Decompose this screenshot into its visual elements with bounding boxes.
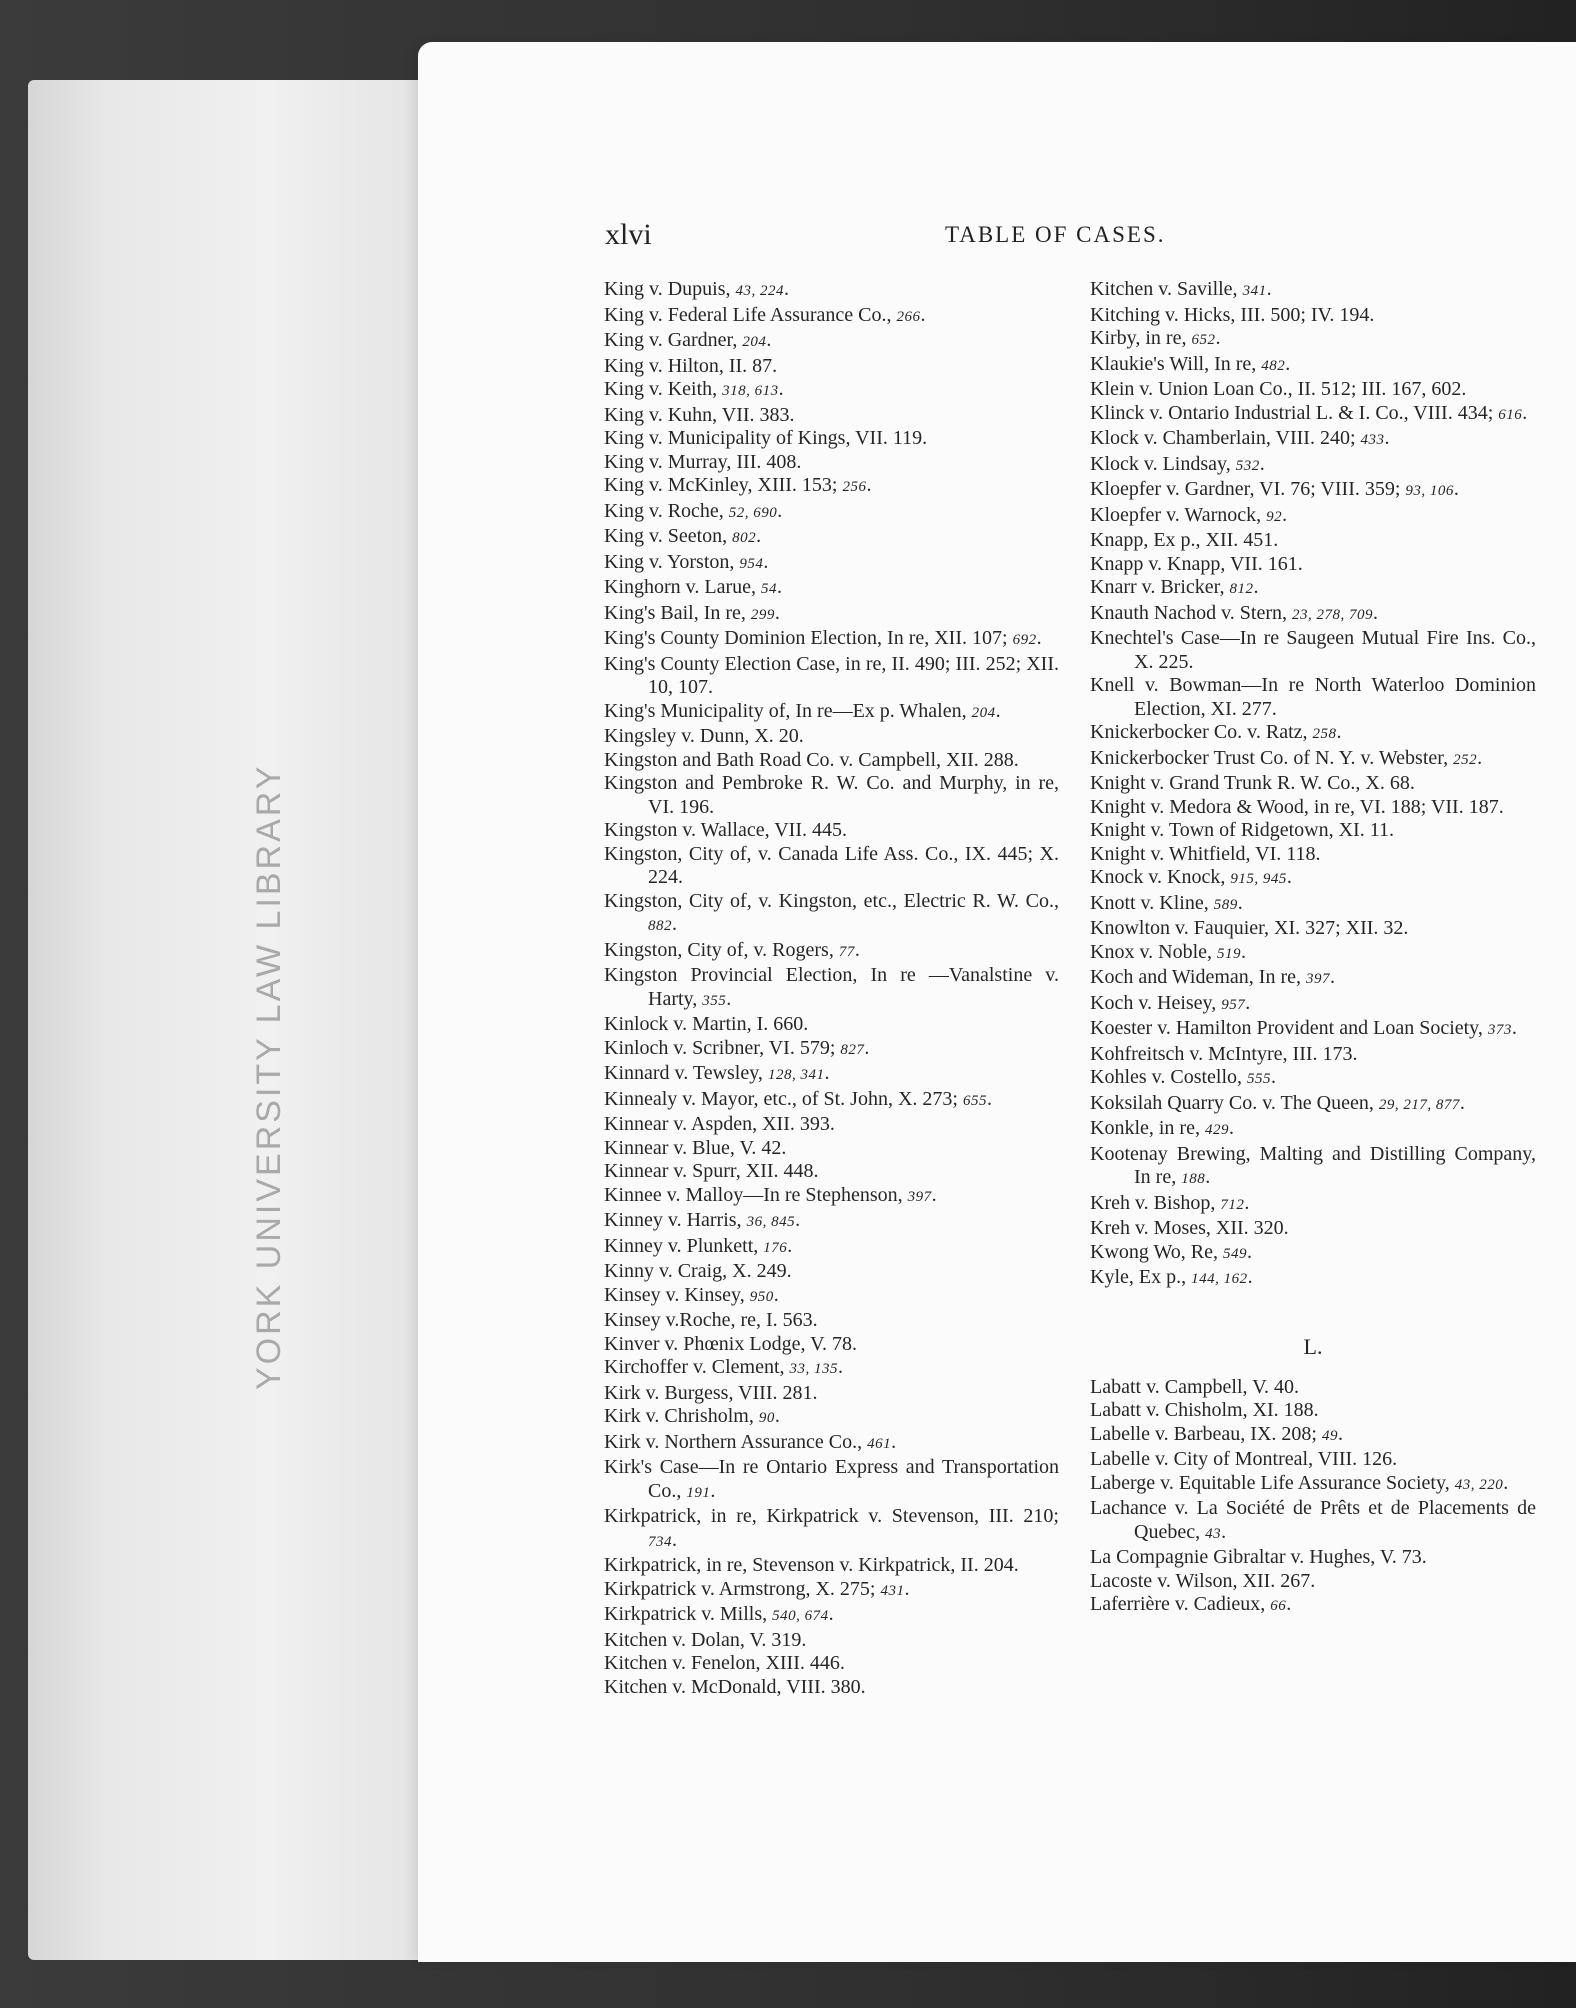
case-entry: Kirk v. Burgess, VIII. 281.: [604, 1381, 818, 1404]
section-letter: L.: [1303, 1333, 1323, 1359]
case-entry: Knowlton v. Fauquier, XI. 327; XII. 32.: [1090, 917, 1409, 939]
case-entry: Kitchen v. Fenelon, XIII. 446.: [604, 1652, 845, 1674]
case-entry: Kloepfer v. Warnock, 92.: [1090, 503, 1288, 526]
case-entry: Kirk v. Northern Assurance Co., 461.: [604, 1430, 897, 1453]
case-entry: Kirkpatrick, in re, Kirkpatrick v. Stevenson, III. 210; 734.: [604, 1505, 1059, 1551]
case-entry: King v. Dupuis, 43, 224.: [604, 278, 789, 300]
case-entry: Lachance v. La Société de Prêts et de Placements de Quebec, 43.: [1090, 1497, 1536, 1543]
right-column-k-entries: [1090, 278, 1536, 1292]
case-entry: Kinnear v. Spurr, XII. 448.: [604, 1160, 819, 1182]
case-entry: Kingston, City of, v. Canada Life Ass. Co., IX. 445; X. 224.: [604, 842, 1059, 888]
case-entry: King v. Keith, 318, 613.: [604, 378, 784, 400]
case-entry: King's County Election Case, in re, II. 490; III. 252; XII. 10, 107.: [604, 652, 1059, 698]
case-entry: Kingston Provincial Election, In re —Vanalstine v. Harty, 355.: [604, 964, 1059, 1010]
case-entry: Knight v. Medora & Wood, in re, VI. 188; VII. 187.: [1090, 795, 1504, 818]
case-entry: Kyle, Ex p., 144, 162.: [1090, 1266, 1253, 1288]
case-entry: Labelle v. Barbeau, IX. 208; 49.: [1090, 1422, 1343, 1445]
case-entry: Knickerbocker Co. v. Ratz, 258.: [1090, 721, 1342, 743]
case-entry: King v. Yorston, 954.: [604, 550, 769, 573]
left-column: [604, 278, 1059, 1699]
case-entry: Knight v. Grand Trunk R. W. Co., X. 68.: [1090, 772, 1415, 794]
case-entry: King's County Dominion Election, In re, XII. 107; 692.: [604, 627, 1042, 649]
case-entry: Labelle v. City of Montreal, VIII. 126.: [1090, 1448, 1398, 1470]
page-header: [605, 218, 1535, 258]
case-entry: Kreh v. Moses, XII. 320.: [1090, 1217, 1289, 1239]
case-entry: Kirkpatrick v. Armstrong, X. 275; 431.: [604, 1577, 910, 1600]
case-entry: King's Bail, In re, 299.: [604, 601, 780, 624]
case-entry: Kloepfer v. Gardner, VI. 76; VIII. 359; 93, 106.: [1090, 478, 1459, 500]
case-entry: Kinsey v.Roche, re, I. 563.: [604, 1309, 818, 1331]
case-entry: Kinnear v. Aspden, XII. 393.: [604, 1113, 835, 1135]
case-entry: Knox v. Noble, 519.: [1090, 940, 1247, 963]
case-entry: Kinver v. Phœnix Lodge, V. 78.: [604, 1332, 857, 1355]
case-entry: Kinnear v. Blue, V. 42.: [604, 1136, 787, 1159]
case-entry: Knarr v. Bricker, 812.: [1090, 576, 1259, 598]
case-entry: Kinnealy v. Mayor, etc., of St. John, X. 273; 655.: [604, 1087, 992, 1110]
case-entry: Kirk v. Chrisholm, 90.: [604, 1405, 780, 1427]
case-entry: Knapp v. Knapp, VII. 161.: [1090, 552, 1303, 575]
case-entry: Laberge v. Equitable Life Assurance Society, 43, 220.: [1090, 1471, 1509, 1494]
case-entry: Kirchoffer v. Clement, 33, 135.: [604, 1356, 843, 1378]
case-entry: Kinnard v. Tewsley, 128, 341.: [604, 1062, 830, 1084]
case-entry: Klock v. Chamberlain, VIII. 240; 433.: [1090, 427, 1390, 449]
case-entry: Knechtel's Case—In re Saugeen Mutual Fire Ins. Co., X. 225.: [1090, 627, 1536, 673]
case-entry: Knickerbocker Trust Co. of N. Y. v. Webster, 252.: [1090, 746, 1483, 769]
case-entry: Labatt v. Chisholm, XI. 188.: [1090, 1399, 1319, 1421]
case-entry: Kirk's Case—In re Ontario Express and Transportation Co., 191.: [604, 1456, 1059, 1502]
case-entry: King v. Seeton, 802.: [604, 525, 762, 547]
case-entry: Knott v. Kline, 589.: [1090, 891, 1243, 914]
case-entry: Knock v. Knock, 915, 945.: [1090, 866, 1292, 888]
right-column: [1090, 278, 1536, 1619]
case-entry: Kingsley v. Dunn, X. 20.: [604, 725, 804, 747]
case-entry: Klein v. Union Loan Co., II. 512; III. 167, 602.: [1090, 378, 1467, 400]
case-entry: Kootenay Brewing, Malting and Distilling Company, In re, 188.: [1090, 1142, 1536, 1188]
case-entry: King v. Roche, 52, 690.: [604, 499, 783, 522]
case-entry: Knauth Nachod v. Stern, 23, 278, 709.: [1090, 601, 1378, 624]
case-entry: Kirkpatrick v. Mills, 540, 674.: [604, 1603, 834, 1625]
case-entry: Kinny v. Craig, X. 249.: [604, 1260, 792, 1282]
case-entry: Kitchen v. McDonald, VIII. 380.: [604, 1675, 866, 1698]
case-entry: La Compagnie Gibraltar v. Hughes, V. 73.: [1090, 1546, 1427, 1568]
case-entry: Kitchen v. Dolan, V. 319.: [604, 1628, 807, 1651]
case-entry: Klaukie's Will, In re, 482.: [1090, 352, 1291, 375]
case-entry: Kinloch v. Scribner, VI. 579; 827.: [604, 1036, 870, 1059]
case-entry: Klock v. Lindsay, 532.: [1090, 452, 1265, 475]
page-edge: [28, 80, 428, 1960]
case-entry: Kingston v. Wallace, VII. 445.: [604, 819, 847, 841]
case-entry: Kohles v. Costello, 555.: [1090, 1066, 1277, 1088]
case-entry: King v. Murray, III. 408.: [604, 450, 802, 473]
case-entry: Kirby, in re, 652.: [1090, 327, 1221, 349]
page-number: xlvi: [605, 218, 652, 251]
case-entry: Koester v. Hamilton Provident and Loan Society, 373.: [1090, 1017, 1517, 1039]
case-entry: Kitching v. Hicks, III. 500; IV. 194.: [1090, 303, 1375, 326]
case-entry: Koch and Wideman, In re, 397.: [1090, 966, 1335, 988]
case-entry: Kinghorn v. Larue, 54.: [604, 576, 782, 598]
case-entry: Kinsey v. Kinsey, 950.: [604, 1283, 779, 1306]
case-entry: Kinlock v. Martin, I. 660.: [604, 1013, 809, 1035]
case-entry: Kohfreitsch v. McIntyre, III. 173.: [1090, 1042, 1358, 1065]
case-entry: Kinney v. Plunkett, 176.: [604, 1234, 793, 1257]
library-stamp: YORK UNIVERSITY LAW LIBRARY: [250, 763, 288, 1390]
case-entry: Knight v. Whitfield, VI. 118.: [1090, 842, 1321, 865]
case-entry: King v. Gardner, 204.: [604, 329, 772, 351]
case-entry: Konkle, in re, 429.: [1090, 1117, 1234, 1139]
case-entry: Kingston and Pembroke R. W. Co. and Murphy, in re, VI. 196.: [604, 772, 1059, 818]
case-entry: King v. Kuhn, VII. 383.: [604, 403, 795, 426]
case-entry: King v. Federal Life Assurance Co., 266.: [604, 303, 926, 326]
case-entry: Laferrière v. Cadieux, 66.: [1090, 1593, 1292, 1615]
case-entry: King v. Hilton, II. 87.: [604, 354, 778, 377]
case-entry: Kwong Wo, Re, 549.: [1090, 1240, 1253, 1263]
case-entry: King v. Municipality of Kings, VII. 119.: [604, 427, 928, 449]
case-entry: King's Municipality of, In re—Ex p. Whalen, 204.: [604, 699, 1001, 722]
case-entry: Kinney v. Harris, 36, 845.: [604, 1209, 801, 1231]
case-entry: Kitchen v. Saville, 341.: [1090, 278, 1272, 300]
case-entry: Knell v. Bowman—In re North Waterloo Dominion Election, XI. 277.: [1090, 674, 1536, 720]
case-entry: Kingston and Bath Road Co. v. Campbell, XII. 288.: [604, 748, 1019, 771]
case-entry: Kingston, City of, v. Rogers, 77.: [604, 938, 860, 961]
case-entry: Knapp, Ex p., XII. 451.: [1090, 529, 1279, 551]
case-entry: Knight v. Town of Ridgetown, XI. 11.: [1090, 819, 1394, 841]
right-column-l-entries: [1090, 1376, 1536, 1619]
case-entry: Lacoste v. Wilson, XII. 267.: [1090, 1569, 1316, 1592]
case-entry: King v. McKinley, XIII. 153; 256.: [604, 474, 872, 496]
page-title: TABLE OF CASES.: [945, 222, 1166, 247]
case-entry: Kreh v. Bishop, 712.: [1090, 1191, 1250, 1214]
case-entry: Labatt v. Campbell, V. 40.: [1090, 1375, 1300, 1398]
case-entry: Koch v. Heisey, 957.: [1090, 991, 1251, 1014]
case-entry: Kinnee v. Malloy—In re Stephenson, 397.: [604, 1183, 937, 1206]
case-entry: Klinck v. Ontario Industrial L. & I. Co., VIII. 434; 616.: [1090, 401, 1528, 424]
case-entry: Kingston, City of, v. Kingston, etc., Electric R. W. Co., 882.: [604, 889, 1059, 935]
case-entry: Koksilah Quarry Co. v. The Queen, 29, 217, 877.: [1090, 1091, 1465, 1114]
case-entry: Kirkpatrick, in re, Stevenson v. Kirkpatrick, II. 204.: [604, 1554, 1019, 1576]
